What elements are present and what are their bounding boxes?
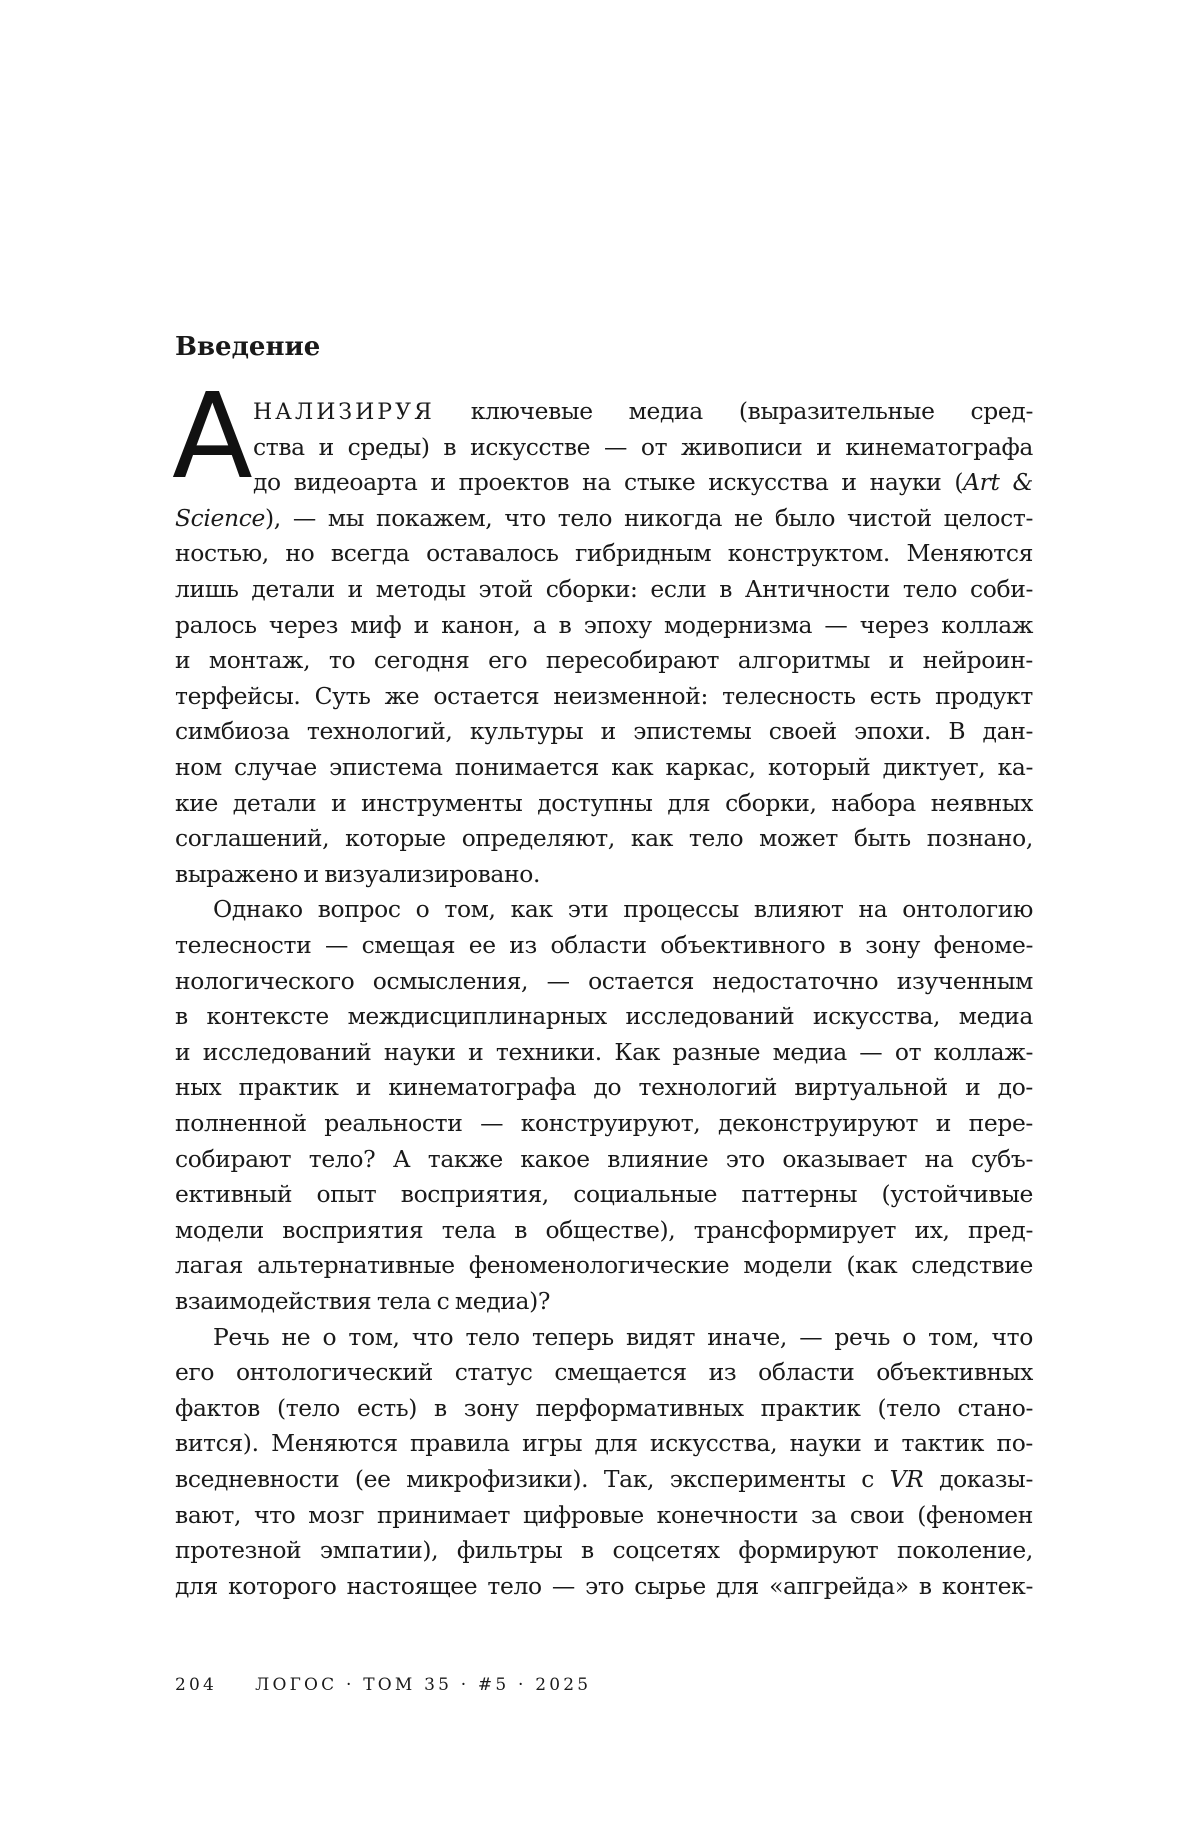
text-line: ективный опыт восприятия, социальные паттерны (устойчивые [175,1180,1033,1209]
text-line: выражено и визуализировано. [175,859,541,888]
running-footer [175,1674,591,1696]
text-line: ном случае эпистема понимается как каркас, который диктует, ка- [175,753,1033,781]
text-line: протезной эмпатии), фильтры в соцсетях формируют поколение, [175,1536,1033,1565]
text-line: соглашений, которые определяют, как тело может быть познано, [175,824,1033,853]
text-line: вседневности (ее микрофизики). Так, эксперименты с VR доказы- [175,1465,1033,1493]
text-line: и монтаж, то сегодня его пересобирают алгоритмы и нейроин- [175,646,1033,675]
text-line: ных практик и кинематографа до технологий виртуальной и до- [175,1073,1033,1102]
text-line: для которого настоящее тело — это сырье для «апгрейда» в контек- [175,1571,1033,1600]
text-line: НАЛИЗИРУЯ ключевые медиа (выразительные сред- [253,397,1033,425]
text-line: вится). Меняются правила игры для искусства, науки и тактик по- [175,1429,1033,1458]
text-line: терфейсы. Суть же остается неизменной: телесность есть продукт [175,681,1033,710]
text-line: ралось через миф и канон, а в эпоху модернизма — через коллаж [175,610,1033,639]
text-line: Речь не о том, что тело теперь видят иначе, — речь о том, что [213,1322,1033,1351]
text-line: Science), — мы покажем, что тело никогда не было чистой целост- [175,503,1033,532]
text-line: и исследований науки и техники. Как разные медиа — от коллаж- [175,1037,1033,1066]
text-line: нологического осмысления, — остается недостаточно изученным [175,966,1033,995]
text-line: полненной реальности — конструируют, деконструируют и пере- [175,1109,1033,1137]
text-line: его онтологический статус смещается из области объективных [175,1358,1033,1387]
section-heading: Введение [175,332,321,362]
text-line: кие детали и инструменты доступны для сборки, набора неявных [175,788,1033,817]
text-line: фактов (тело есть) в зону перформативных практик (тело стано- [175,1393,1033,1422]
drop-cap: А [172,367,253,505]
text-line: Однако вопрос о том, как эти процессы влияют на онтологию [213,895,1033,924]
text-line: модели восприятия тела в обществе), трансформирует их, пред- [175,1215,1033,1244]
text-line: лишь детали и методы этой сборки: если в Античности тело соби- [175,575,1033,603]
running-title: ЛОГОС · ТОМ 35 · #5 · 2025 [255,1675,592,1695]
text-line: взаимодействия тела с медиа)? [175,1287,551,1315]
text-line: лагая альтернативные феноменологические модели (как следствие [175,1251,1033,1280]
page-number: 204 [175,1675,218,1695]
text-line: телесности — смещая ее из области объективного в зону феноме- [175,931,1033,959]
text-line: вают, что мозг принимает цифровые конечности за свои (феномен [175,1500,1033,1529]
text-line: ностью, но всегда оставалось гибридным конструктом. Меняются [175,539,1033,568]
small-caps-word: НАЛИЗИРУЯ [253,400,435,425]
text-line: ства и среды) в искусстве — от живописи и кинематографа [253,432,1033,461]
text-line: симбиоза технологий, культуры и эпистемы своей эпохи. В дан- [175,717,1033,746]
text-line: собирают тело? А также какое влияние это оказывает на субъ- [175,1144,1033,1173]
text-line: в контексте междисциплинарных исследований искусства, медиа [175,1002,1033,1031]
text-line: до видеоарта и проектов на стыке искусства и науки (Art & [253,468,1034,497]
